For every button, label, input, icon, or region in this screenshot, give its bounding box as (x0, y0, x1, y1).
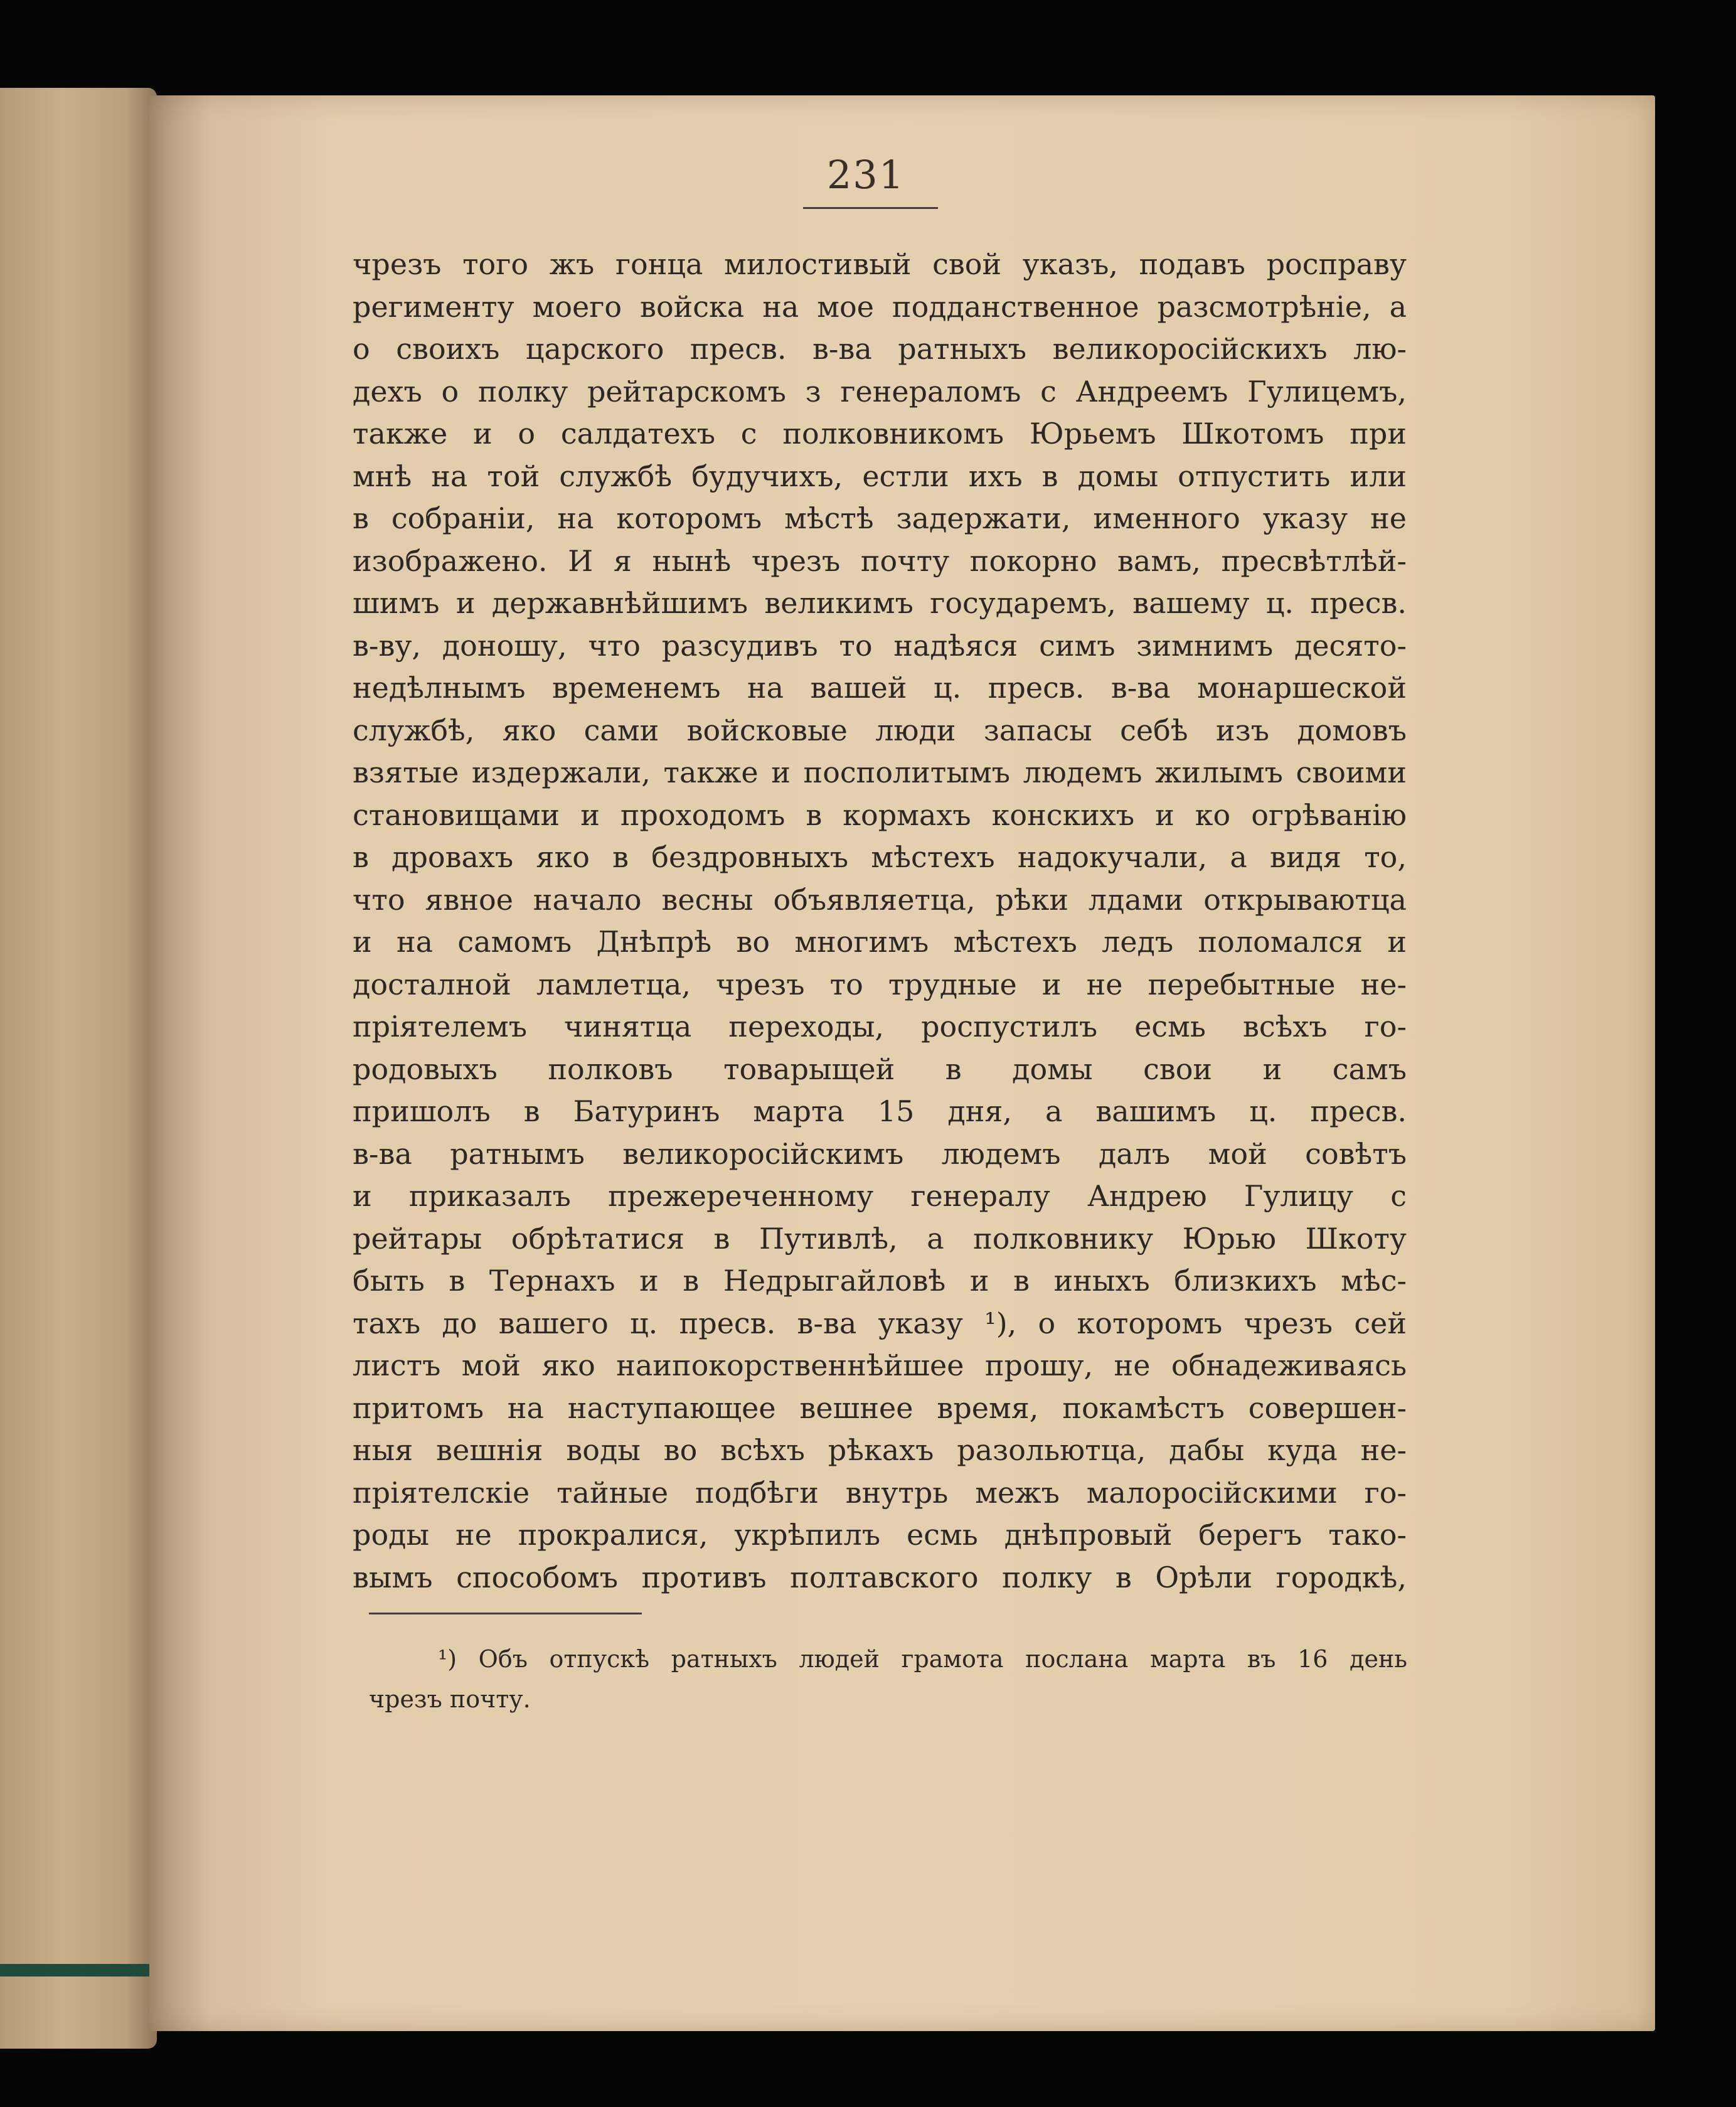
text-line: и приказалъ прежереченному генералу Андрею Гулицу с (353, 1179, 1407, 1213)
footnote-line: ¹) Объ отпускѣ ратныхъ людей грамота послана марта въ 16 день (438, 1645, 1407, 1673)
facing-page-edge (0, 88, 157, 2049)
text-line: тахъ до вашего ц. пресв. в-ва указу ¹), о которомъ чрезъ сей (353, 1306, 1407, 1340)
text-line: изображено. И я нынѣ чрезъ почту покорно вамъ, пресвѣтлѣй- (353, 543, 1407, 578)
body-text (353, 243, 1407, 1599)
text-line: шимъ и державнѣйшимъ великимъ государемъ, вашему ц. пресв. (353, 586, 1407, 620)
text-line: взятые издержали, также и посполитымъ людемъ жилымъ своими (353, 755, 1407, 789)
text-line: что явное начало весны объявляетца, рѣки лдами открываютца (353, 882, 1407, 917)
text-line: пріятелемъ чинятца переходы, роспустилъ есмь всѣхъ го- (353, 1010, 1407, 1043)
text-line: чрезъ того жъ гонца милостивый свой указъ, подавъ росправу (353, 247, 1407, 281)
text-line: недѣлнымъ временемъ на вашей ц. пресв. в-ва монаршеской (353, 671, 1407, 705)
text-line: в собраніи, на которомъ мѣстѣ задержати, именного указу не (353, 501, 1407, 535)
text-line: пришолъ в Батуринъ марта 15 дня, а вашимъ ц. пресв. (353, 1094, 1407, 1128)
text-line: листъ мой яко наипокорственнѣйшее прошу, не обнадеживаясь (353, 1348, 1407, 1382)
text-line: становищами и проходомъ в кормахъ конскихъ и ко огрѣванію (353, 797, 1407, 832)
text-line: в дровахъ яко в бездровныхъ мѣстехъ надокучали, а видя то, (353, 840, 1407, 874)
text-line: дехъ о полку рейтарскомъ з генераломъ с Андреемъ Гулицемъ, (353, 374, 1407, 408)
text-line: ныя вешнія воды во всѣхъ рѣкахъ разольютца, дабы куда не- (353, 1433, 1407, 1467)
text-line: в-ву, доношу, что разсудивъ то надѣяся симъ зимнимъ десято- (353, 628, 1407, 663)
text-line: о своихъ царского пресв. в-ва ратныхъ великоросійскихъ лю- (353, 332, 1407, 366)
page-number: 231 (826, 152, 905, 198)
text-line: родовыхъ полковъ товарыщей в домы свои и самъ (353, 1052, 1407, 1086)
text-line: вымъ способомъ противъ полтавского полку в Орѣли городкѣ, (353, 1560, 1407, 1594)
text-line: рейтары обрѣтатися в Путивлѣ, а полковнику Юрью Шкоту (353, 1221, 1407, 1256)
text-line: регименту моего войска на мое подданственное разсмотрѣніе, а (353, 289, 1407, 324)
text-line: досталной ламлетца, чрезъ то трудные и не перебытные не- (353, 967, 1407, 1001)
footnote-line: чрезъ почту. (369, 1685, 531, 1713)
text-line: притомъ на наступающее вешнее время, покамѣстъ совершен- (353, 1390, 1407, 1425)
text-line: службѣ, яко сами войсковые люди запасы себѣ изъ домовъ (353, 713, 1407, 747)
text-line: мнѣ на той службѣ будучихъ, естли ихъ в домы отпустить или (353, 459, 1407, 493)
text-line: пріятелскіе тайные подбѣги внутрь межъ малоросійскими го- (353, 1475, 1407, 1510)
text-line: в-ва ратнымъ великоросійскимъ людемъ далъ мой совѣтъ (353, 1136, 1407, 1171)
cover-edge (0, 1964, 157, 1976)
footnote-rule (369, 1613, 642, 1614)
text-line: также и о салдатехъ с полковникомъ Юрьемъ Шкотомъ при (353, 417, 1407, 451)
header-rule (803, 207, 938, 209)
text-line: быть в Тернахъ и в Недрыгайловѣ и в иныхъ близкихъ мѣс- (353, 1264, 1407, 1298)
footnote (369, 1639, 1407, 1719)
text-line: и на самомъ Днѣпрѣ во многимъ мѣстехъ ледъ поломался и (353, 925, 1407, 959)
text-line: роды не прокралися, укрѣпилъ есмь днѣпровый берегъ тако- (353, 1518, 1407, 1552)
